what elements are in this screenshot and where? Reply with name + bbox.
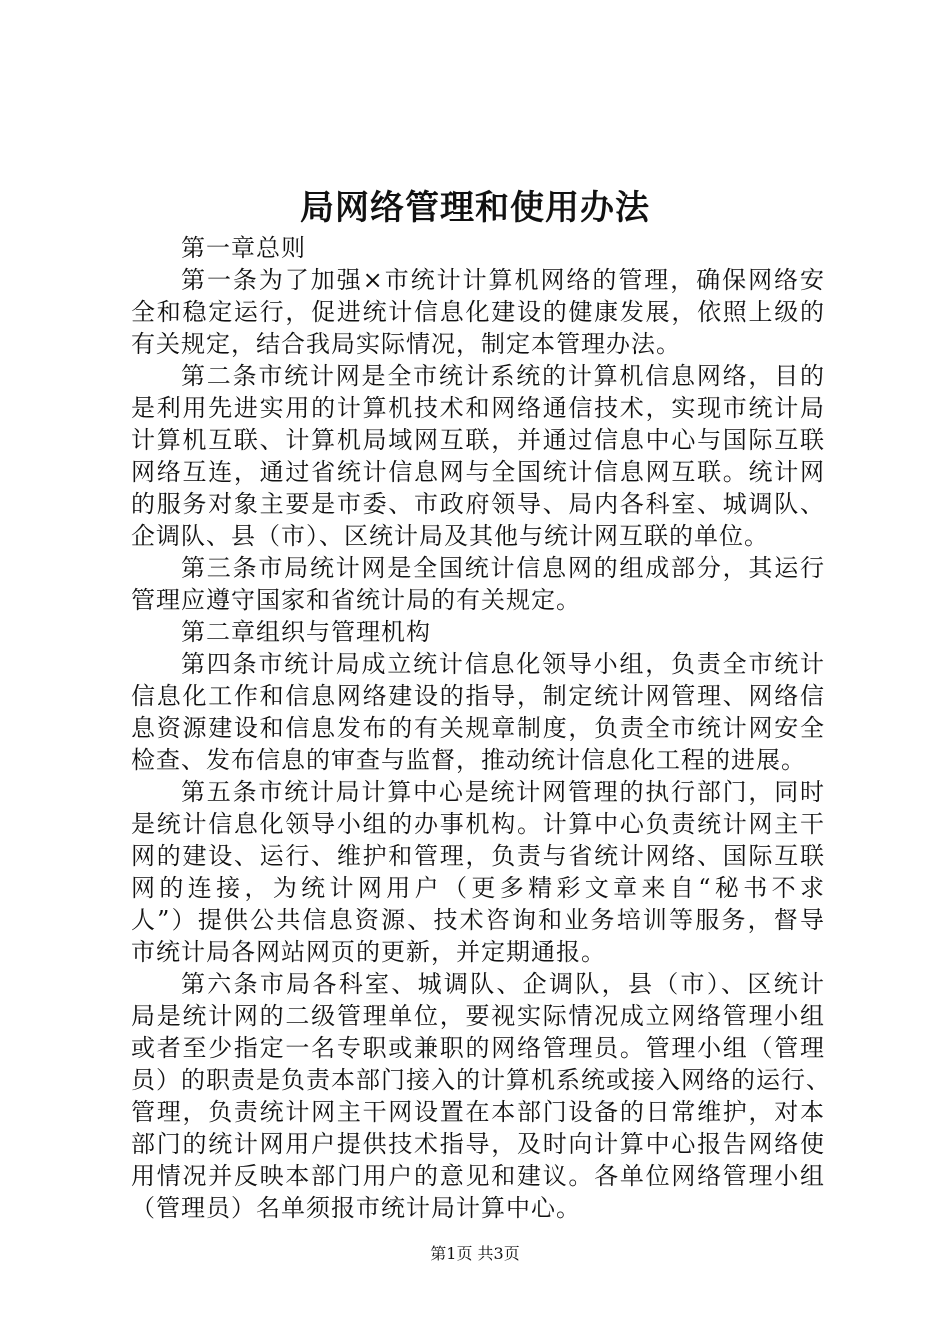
- paragraph-line: 企调队、县（市）、区统计局及其他与统计网互联的单位。: [131, 522, 769, 550]
- paragraph-line: 第三条市局统计网是全国统计信息网的组成部分，其运行: [181, 554, 825, 582]
- paragraph-line: 用情况并反映本部门用户的意见和建议。各单位网络管理小组: [131, 1162, 825, 1190]
- paragraph-line: （管理员）名单须报市统计局计算中心。: [131, 1194, 581, 1222]
- paragraph-line: 或者至少指定一名专职或兼职的网络管理员。管理小组（管理: [131, 1034, 825, 1062]
- paragraph-line: 员）的职责是负责本部门接入的计算机系统或接入网络的运行、: [131, 1066, 831, 1094]
- paragraph-line: 网的连接，为统计网用户（更多精彩文章来自“秘书不求: [131, 874, 825, 902]
- page-number: 第1页 共3页: [430, 1244, 520, 1263]
- paragraph-line: 第四条市统计局成立统计信息化领导小组，负责全市统计: [181, 650, 825, 678]
- paragraph-line: 网的建设、运行、维护和管理，负责与省统计网络、国际互联: [131, 842, 825, 870]
- paragraph-line: 管理应遵守国家和省统计局的有关规定。: [131, 586, 581, 614]
- chapter-heading: 第二章组织与管理机构: [181, 618, 431, 646]
- paragraph-line: 市统计局各网站网页的更新，并定期通报。: [131, 938, 606, 966]
- paragraph-line: 第五条市统计局计算中心是统计网管理的执行部门，同时: [181, 778, 825, 806]
- paragraph-line: 第二条市统计网是全市统计系统的计算机信息网络，目的: [181, 362, 825, 390]
- paragraph-line: 第六条市局各科室、城调队、企调队，县（市）、区统计: [181, 970, 825, 998]
- paragraph-line: 是利用先进实用的计算机技术和网络通信技术，实现市统计局: [131, 394, 825, 422]
- paragraph-line: 检查、发布信息的审查与监督，推动统计信息化工程的进展。: [131, 746, 806, 774]
- paragraph-line: 全和稳定运行，促进统计信息化建设的健康发展，依照上级的: [131, 298, 825, 326]
- paragraph-line: 局是统计网的二级管理单位，要视实际情况成立网络管理小组: [131, 1002, 825, 1030]
- paragraph-line: 是统计信息化领导小组的办事机构。计算中心负责统计网主干: [131, 810, 825, 838]
- paragraph-line: 管理，负责统计网主干网设置在本部门设备的日常维护，对本: [131, 1098, 825, 1126]
- chapter-heading: 第一章总则: [181, 234, 306, 262]
- paragraph-line: 信息化工作和信息网络建设的指导，制定统计网管理、网络信: [131, 682, 825, 710]
- paragraph-line: 人”）提供公共信息资源、技术咨询和业务培训等服务，督导: [131, 906, 825, 934]
- paragraph-line: 的服务对象主要是市委、市政府领导、局内各科室、城调队、: [131, 490, 825, 518]
- paragraph-line: 计算机互联、计算机局域网互联，并通过信息中心与国际互联: [131, 426, 825, 454]
- paragraph-line: 有关规定，结合我局实际情况，制定本管理办法。: [131, 330, 681, 358]
- document-body: [131, 232, 831, 1224]
- paragraph-line: 网络互连，通过省统计信息网与全国统计信息网互联。统计网: [131, 458, 825, 486]
- paragraph-line: 息资源建设和信息发布的有关规章制度，负责全市统计网安全: [131, 714, 825, 742]
- document-title: 局网络管理和使用办法: [300, 188, 650, 228]
- paragraph-line: 部门的统计网用户提供技术指导，及时向计算中心报告网络使: [131, 1130, 825, 1158]
- paragraph-line: 第一条为了加强×市统计计算机网络的管理，确保网络安: [181, 266, 825, 294]
